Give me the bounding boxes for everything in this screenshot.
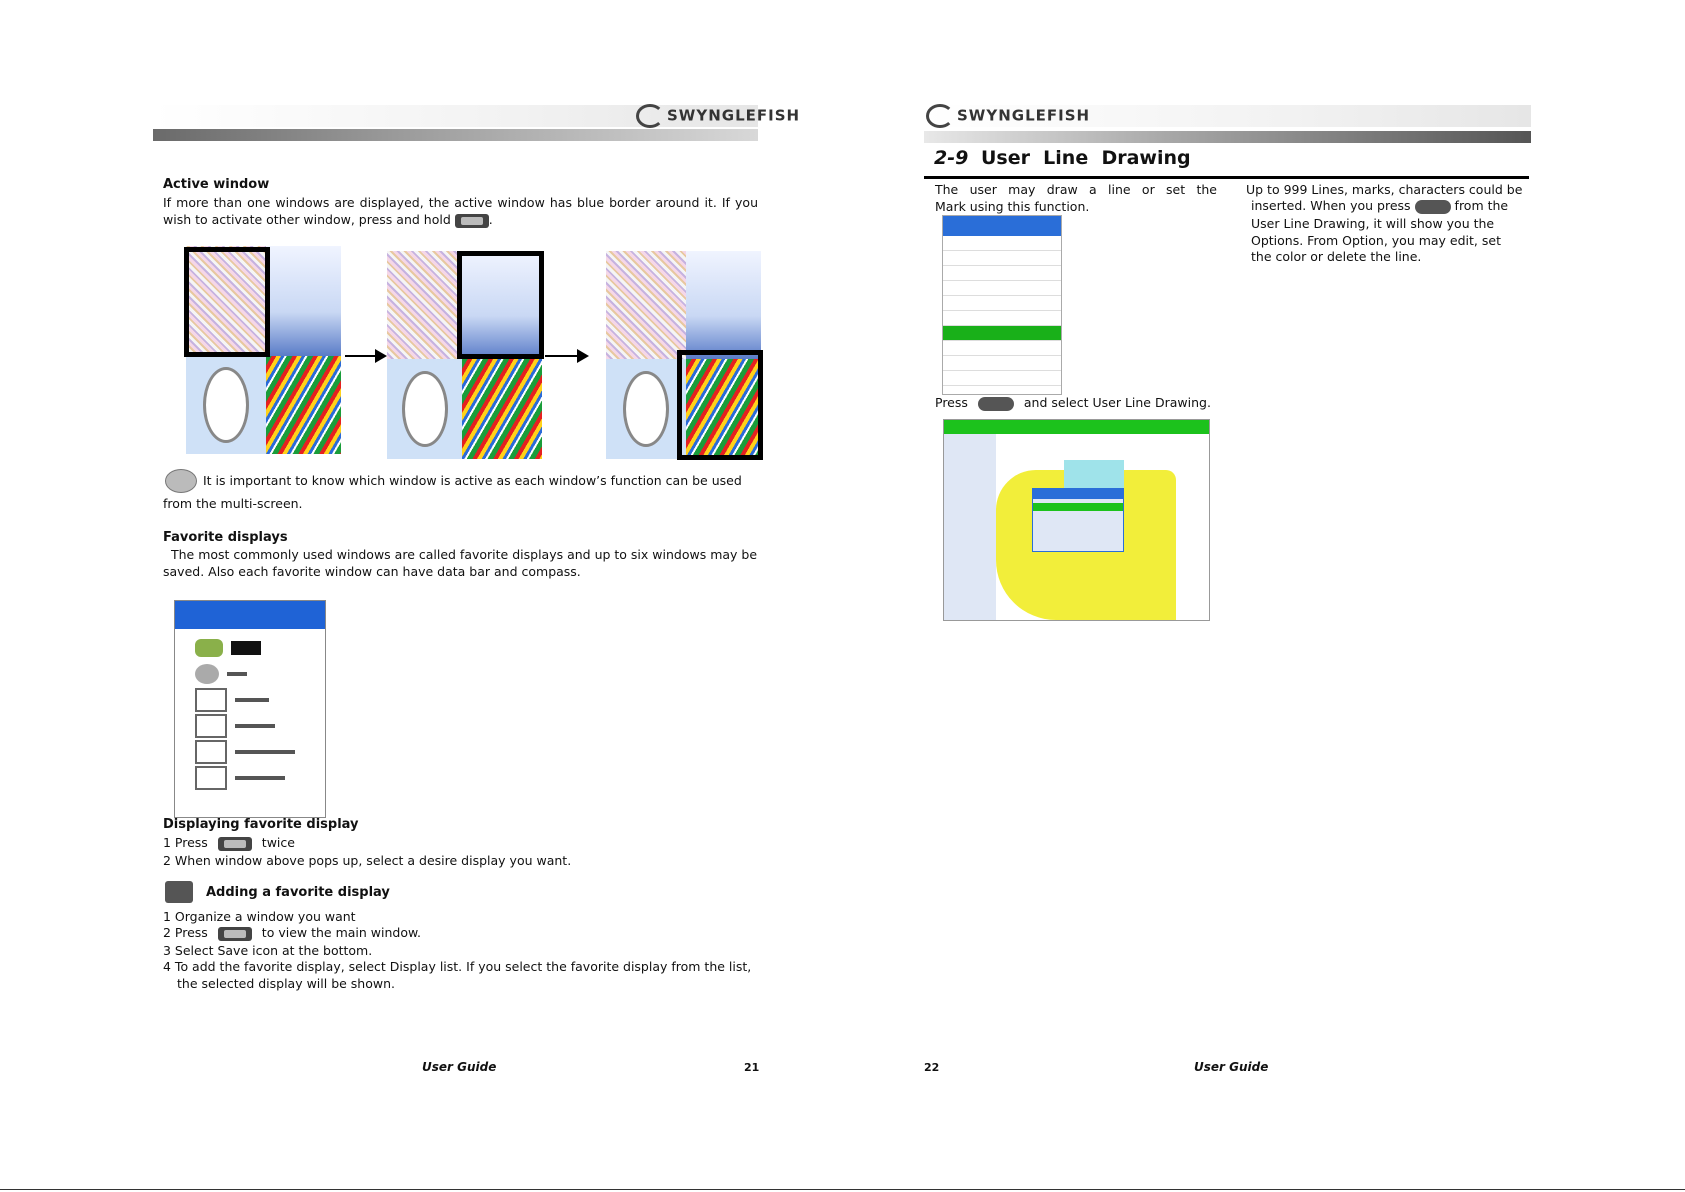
favorite-list xyxy=(175,629,325,791)
active-window-border xyxy=(457,251,544,359)
menu-item xyxy=(943,251,1061,266)
active-window-heading: Active window xyxy=(163,177,270,192)
menu-item xyxy=(943,296,1061,311)
favorite-displays-text: The most commonly used windows are called favorite displays and up to six windows may be saved. Also each favorite window can have data bar and compass. xyxy=(163,547,758,579)
gauge-pane xyxy=(387,359,462,459)
menu-item xyxy=(943,341,1061,356)
adding-step-4a: 4 To add the favorite display, select Display list. If you select the favorite display from the list, xyxy=(163,959,752,974)
col2-line-4: Options. From Option, you may edit, set xyxy=(1251,233,1501,248)
fishfinder-pane xyxy=(387,251,462,359)
step-1-press: 1 Press xyxy=(163,835,208,850)
menu-button-icon xyxy=(1415,200,1451,214)
menu-titlebar xyxy=(943,216,1061,236)
intro-text: The user may draw a line or set the Mark using this function. xyxy=(935,182,1225,214)
adding-heading: Adding a favorite display xyxy=(206,885,390,900)
map-screenshot xyxy=(943,419,1210,621)
displaying-step-2: 2 When window above pops up, select a desire display you want. xyxy=(163,853,572,868)
button-icon xyxy=(455,214,489,228)
logo-icon xyxy=(636,104,664,128)
left-logo xyxy=(636,104,800,128)
col2-line-3: User Line Drawing, it will show you the xyxy=(1251,216,1495,231)
section-number: 2-9 xyxy=(934,147,969,169)
section-rule xyxy=(924,176,1529,179)
active-window-text xyxy=(163,194,758,228)
bottom-line xyxy=(0,1189,1685,1190)
displaying-step-1 xyxy=(163,834,295,851)
menu-screenshot xyxy=(942,215,1062,395)
button-icon xyxy=(218,837,252,851)
favorite-displays-heading: Favorite displays xyxy=(163,530,288,545)
note-text-2: from the multi-screen. xyxy=(163,496,303,511)
multi-screen-figure-3 xyxy=(606,251,761,459)
left-header-bar xyxy=(153,129,758,141)
map-toolbar xyxy=(944,420,1209,434)
gauge-pane xyxy=(186,356,266,454)
right-page-number: 22 xyxy=(924,1061,940,1074)
step-2-press: 2 Press xyxy=(163,925,208,940)
adding-step-2 xyxy=(163,924,421,941)
menu-item xyxy=(943,281,1061,296)
menu-item xyxy=(943,236,1061,251)
col2-line-1: Up to 999 Lines, marks, characters could be xyxy=(1246,182,1523,197)
active-window-border xyxy=(184,247,270,357)
step-1-twice: twice xyxy=(261,835,295,850)
right-header-bar xyxy=(924,131,1531,143)
step-2-rest: to view the main window. xyxy=(261,925,422,940)
col2-line-5: the color or delete the line. xyxy=(1251,249,1422,264)
col2-press: inserted. When you press xyxy=(1251,198,1411,213)
press-rest: and select User Line Drawing. xyxy=(1023,395,1211,410)
left-footer: User Guide xyxy=(422,1060,497,1074)
active-window-border xyxy=(677,350,763,460)
multi-screen-figure-2 xyxy=(387,251,542,459)
arrow-icon xyxy=(345,355,385,357)
right-footer: User Guide xyxy=(1194,1060,1269,1074)
menu-item xyxy=(943,311,1061,326)
adding-step-3: 3 Select Save icon at the bottom. xyxy=(163,943,373,958)
press-select-text xyxy=(935,394,1211,411)
logo-icon xyxy=(926,104,954,128)
right-logo-text: SWYNGLEFISH xyxy=(957,106,1091,125)
section-title xyxy=(934,147,1191,169)
map-sidebar xyxy=(944,434,996,620)
col2-from: from the xyxy=(1454,198,1509,213)
chart-pane xyxy=(686,251,761,359)
note-text-1: It is important to know which window is active as each window’s function can be used xyxy=(203,473,742,488)
menu-item xyxy=(943,266,1061,281)
section-title-text: User Line Drawing xyxy=(980,147,1191,169)
fishfinder-pane xyxy=(606,251,686,359)
device-icon xyxy=(165,881,193,903)
adding-step-4b: the selected display will be shown. xyxy=(177,976,395,991)
sonar-pane xyxy=(266,356,341,454)
favorite-window-titlebar xyxy=(175,601,325,629)
favorite-window-screenshot xyxy=(174,600,326,818)
map-popup xyxy=(1032,488,1124,552)
active-window-end: . xyxy=(488,212,493,227)
adding-step-1: 1 Organize a window you want xyxy=(163,909,356,924)
arrow-icon xyxy=(545,355,587,357)
col2-line-2 xyxy=(1251,197,1508,214)
gauge-pane xyxy=(606,359,686,459)
multi-screen-figure-1 xyxy=(186,246,341,454)
right-logo xyxy=(926,104,1090,128)
chart-pane xyxy=(266,246,341,356)
left-logo-text: SWYNGLEFISH xyxy=(667,106,801,125)
left-page-number: 21 xyxy=(744,1061,760,1074)
note-icon xyxy=(165,469,197,493)
menu-item-selected xyxy=(943,326,1061,341)
displaying-heading: Displaying favorite display xyxy=(163,817,359,832)
menu-button-icon xyxy=(978,397,1014,411)
menu-item xyxy=(943,356,1061,371)
button-icon xyxy=(218,927,252,941)
active-window-body: If more than one windows are displayed, the active window has blue border around it. If you wish to activate other window, press and hold xyxy=(163,195,758,227)
press-label: Press xyxy=(935,395,968,410)
sonar-pane xyxy=(462,359,542,459)
menu-item xyxy=(943,371,1061,386)
